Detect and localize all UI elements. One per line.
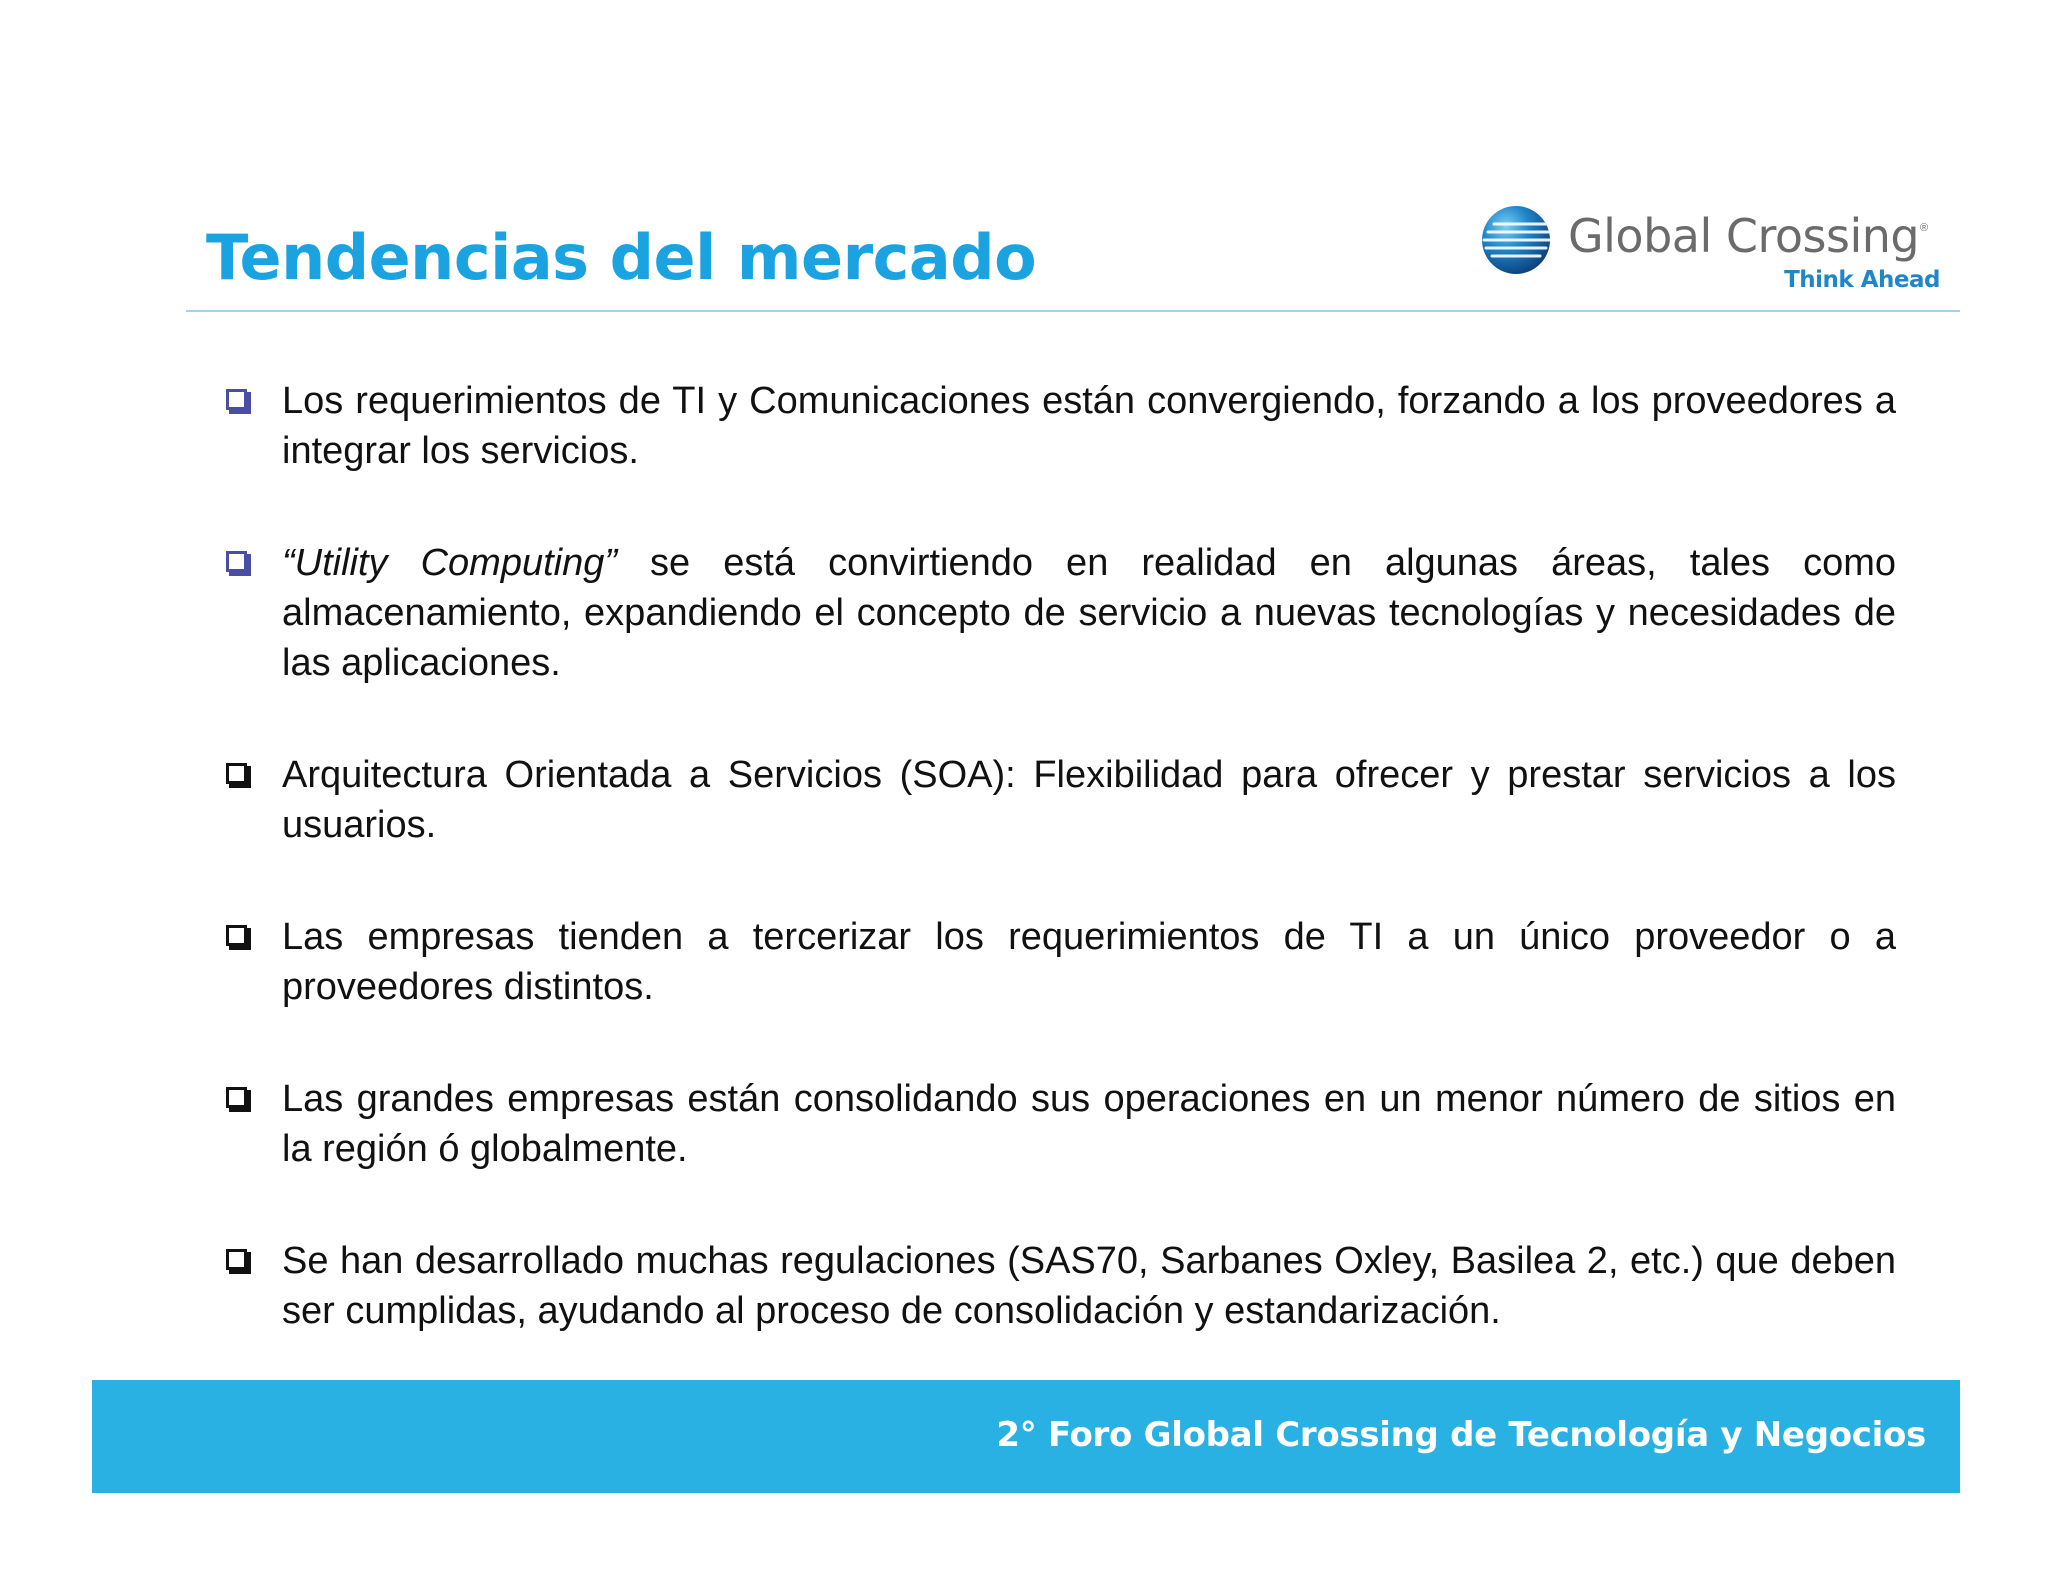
logo-tagline: Think Ahead bbox=[1784, 267, 1940, 293]
bullet-item bbox=[222, 912, 1896, 1012]
checkbox-bullet-icon bbox=[226, 389, 247, 410]
checkbox-bullet-icon bbox=[226, 763, 247, 784]
footer-band bbox=[92, 1380, 1960, 1493]
checkbox-bullet-icon bbox=[226, 925, 247, 946]
bullet-text-body: Los requerimientos de TI y Comunicaciones están convergiendo, forzando a los proveedores a integrar los servicios. bbox=[282, 380, 1896, 472]
slide-title: Tendencias del mercado bbox=[206, 221, 1037, 294]
bullet-text bbox=[282, 1074, 1896, 1174]
logo-wordmark: Global Crossing bbox=[1568, 209, 1920, 263]
bullet-text bbox=[282, 750, 1896, 850]
bullet-item bbox=[222, 538, 1896, 688]
bullet-item bbox=[222, 376, 1896, 476]
global-crossing-logo bbox=[1480, 200, 1945, 300]
bullet-text-body: Se han desarrollado muchas regulaciones (SAS70, Sarbanes Oxley, Basilea 2, etc.) que deben ser cumplidas, ayudando al proceso de consolidación y estandarización. bbox=[282, 1240, 1896, 1332]
bullet-emphasis: “Utility Computing” bbox=[282, 542, 618, 584]
title-divider bbox=[186, 310, 1960, 312]
bullet-list bbox=[222, 376, 1896, 1398]
bullet-text bbox=[282, 912, 1896, 1012]
bullet-text-body: se está convirtiendo en realidad en algunas áreas, tales como almacenamiento, expandiendo el concepto de servicio a nuevas tecnologías y necesidades de las aplicaciones. bbox=[282, 542, 1896, 684]
bullet-text bbox=[282, 376, 1896, 476]
bullet-text-body: Las empresas tienden a tercerizar los requerimientos de TI a un único proveedor o a proveedores distintos. bbox=[282, 916, 1896, 1008]
checkbox-bullet-icon bbox=[226, 551, 247, 572]
logo-registered-mark: ® bbox=[1920, 222, 1929, 234]
bullet-text bbox=[282, 1236, 1896, 1336]
checkbox-bullet-icon bbox=[226, 1087, 247, 1108]
bullet-text-body: Arquitectura Orientada a Servicios (SOA): Flexibilidad para ofrecer y prestar servicios a los usuarios. bbox=[282, 754, 1896, 846]
bullet-item bbox=[222, 1074, 1896, 1174]
globe-icon bbox=[1480, 204, 1552, 276]
bullet-text-body: Las grandes empresas están consolidando sus operaciones en un menor número de sitios en la región ó globalmente. bbox=[282, 1078, 1896, 1170]
bullet-text bbox=[282, 538, 1896, 688]
checkbox-bullet-icon bbox=[226, 1249, 247, 1270]
bullet-item bbox=[222, 1236, 1896, 1336]
footer-event-title: 2° Foro Global Crossing de Tecnología y Negocios bbox=[996, 1415, 1926, 1455]
bullet-item bbox=[222, 750, 1896, 850]
